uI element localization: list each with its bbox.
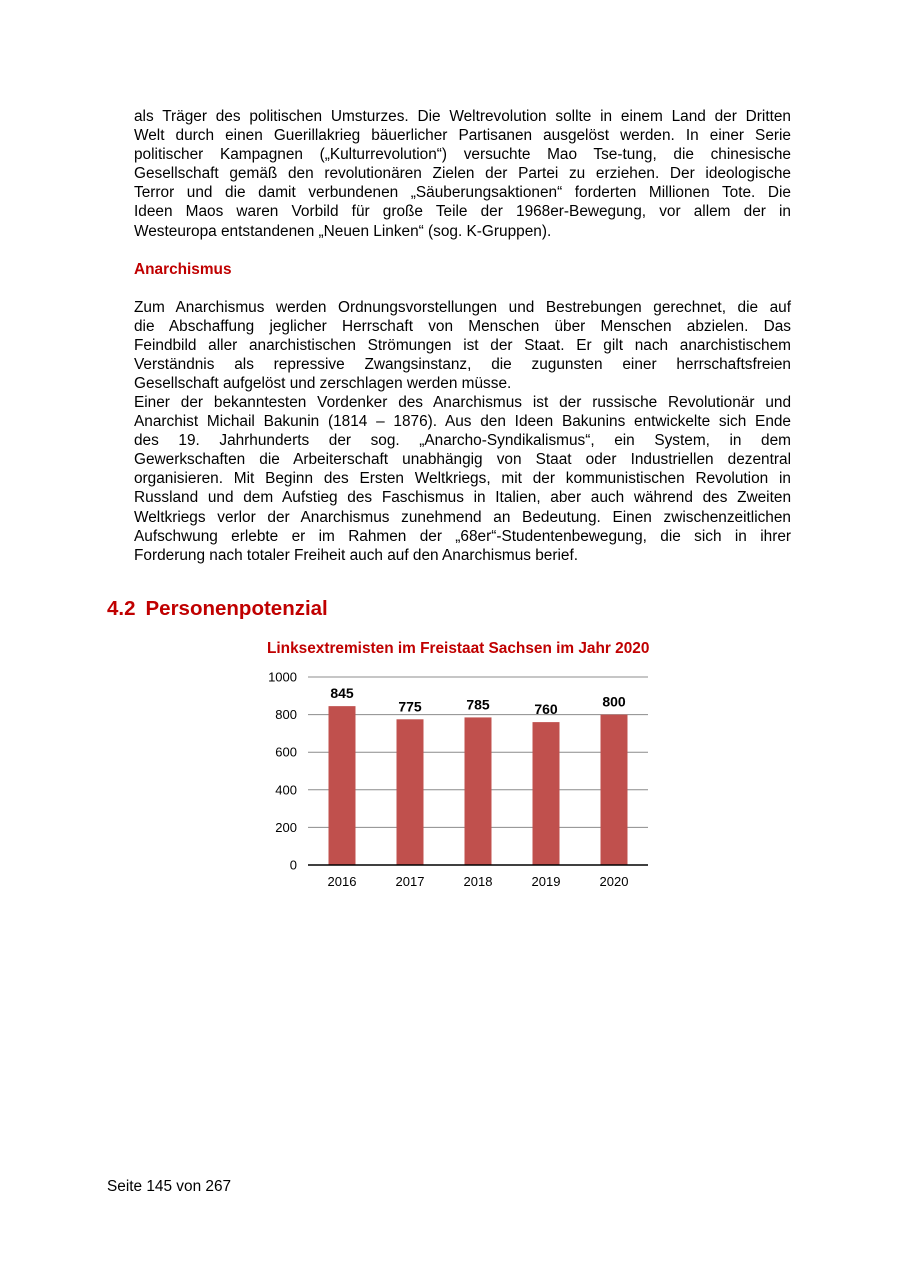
text-line: Forderung nach totaler Freiheit auch auf den Anarchismus berief. <box>134 546 579 564</box>
text-line: Gewerkschaften die Arbeiterschaft unabhängig von Staat oder Industriellen dezentral <box>134 451 791 469</box>
text-line: Westeuropa entstandenen „Neuen Linken“ (sog. K-Gruppen). <box>134 222 552 240</box>
section-number: 4.2 <box>107 597 136 620</box>
text-line: des 19. Jahrhunderts der sog. „Anarcho-Syndikalismus“, ein System, in dem <box>134 432 791 450</box>
text-line: Russland und dem Aufstieg des Faschismus in Italien, aber auch während des Zweiten <box>134 489 791 507</box>
bar-2016 <box>329 706 356 865</box>
data-label: 760 <box>534 701 558 718</box>
x-tick-label: 2019 <box>531 874 561 889</box>
text-line: Ideen Maos waren Vorbild für große Teile der 1968er-Bewegung, vor allem der in <box>134 203 791 221</box>
subheading-anarchismus: Anarchismus <box>134 261 232 278</box>
y-tick-label: 1000 <box>268 669 297 685</box>
text-line: Verständnis als repressive Zwangsinstanz, die zugunsten einer herrschaftsfreien <box>134 356 791 374</box>
text-line: Gesellschaft gemäß den revolutionären Zielen der Partei zu erziehen. Der ideologische <box>134 165 791 183</box>
paragraph-maoismus <box>134 107 791 241</box>
section-title: Personenpotenzial <box>145 597 328 620</box>
text-line: Aufschwung erlebte er im Rahmen der „68er“-Studentenbewegung, die sich in ihrer <box>134 527 791 545</box>
x-tick-label: 2020 <box>599 874 629 889</box>
data-label: 800 <box>602 693 626 710</box>
bar-2019 <box>533 722 560 865</box>
y-tick-label: 0 <box>289 857 297 873</box>
x-tick-label: 2017 <box>395 874 425 889</box>
bar-chart <box>255 665 675 897</box>
data-label: 785 <box>466 696 490 713</box>
text-line: Anarchist Michail Bakunin (1814 – 1876). Aus den Ideen Bakunins entwickelte sich Ende <box>134 413 791 431</box>
text-line: Welt durch einen Guerillakrieg bäuerlicher Partisanen ausgelöst werden. In einer Serie <box>134 127 791 145</box>
paragraph-anarchismus-definition <box>134 298 791 393</box>
y-tick-label: 800 <box>275 707 297 723</box>
x-tick-label: 2018 <box>463 874 493 889</box>
text-line: als Träger des politischen Umsturzes. Die Weltrevolution sollte in einem Land der Dritten <box>134 108 791 125</box>
text-line: die Abschaffung jeglicher Herrschaft von Menschen über Menschen abzielen. Das <box>134 318 791 336</box>
text-line: Weltkriegs verlor der Anarchismus zunehmend an Bedeutung. Einen zwischenzeitlichen <box>134 508 791 526</box>
text-line: Einer der bekanntesten Vordenker des Anarchismus ist der russische Revolutionär und <box>134 394 791 411</box>
bar-2020 <box>601 715 628 865</box>
y-tick-label: 200 <box>275 819 297 835</box>
text-line: organisieren. Mit Beginn des Ersten Weltkriegs, mit der kommunistischen Revolution in <box>134 470 791 488</box>
text-line: Gesellschaft aufgelöst und zerschlagen werden müsse. <box>134 375 512 393</box>
text-line: politischer Kampagnen („Kulturrevolution“) versuchte Mao Tse-tung, die chinesische <box>134 146 791 164</box>
paragraph-anarchismus-bakunin <box>134 393 791 565</box>
data-label: 845 <box>330 685 354 702</box>
page-footer: Seite 145 von 267 <box>107 1178 232 1195</box>
text-line: Terror und die damit verbundenen „Säuberungsaktionen“ forderten Millionen Tote. Die <box>134 184 791 202</box>
bar-2017 <box>397 719 424 865</box>
y-tick-label: 600 <box>275 744 297 760</box>
y-tick-label: 400 <box>275 782 297 798</box>
text-line: Zum Anarchismus werden Ordnungsvorstellungen und Bestrebungen gerechnet, die auf <box>134 299 791 316</box>
bar-2018 <box>465 717 492 865</box>
section-heading <box>107 597 328 621</box>
chart-title: Linksextremisten im Freistaat Sachsen im Jahr 2020 <box>267 640 650 657</box>
data-label: 775 <box>398 698 422 715</box>
text-line: Feindbild aller anarchistischen Strömungen ist der Staat. Er gilt nach anarchistischem <box>134 337 791 355</box>
x-tick-label: 2016 <box>327 874 357 889</box>
